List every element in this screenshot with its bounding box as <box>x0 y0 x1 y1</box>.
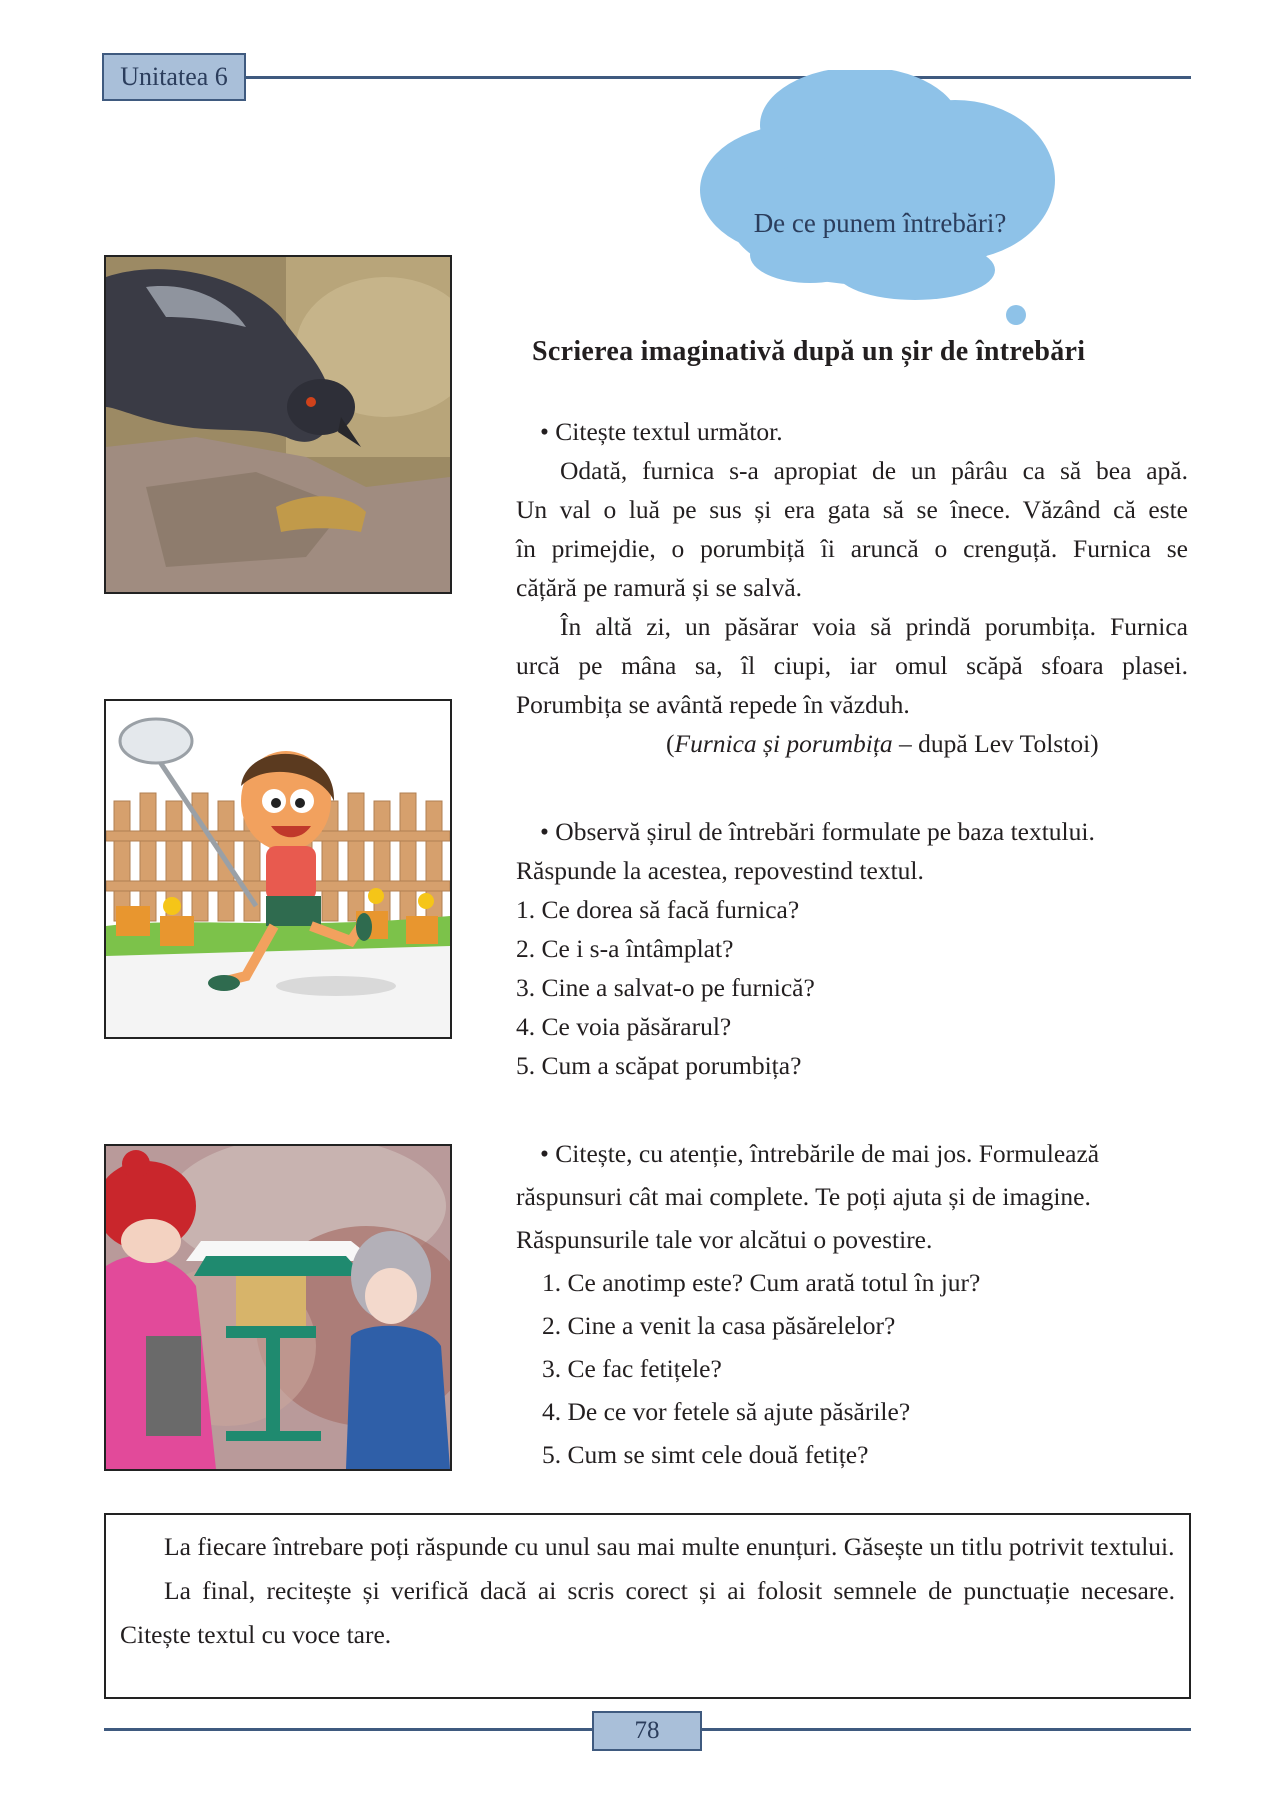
thought-cloud <box>700 70 1062 338</box>
story-line-5: În altă zi, un păsărar voia să prindă porumbița. Furnica <box>560 612 1188 641</box>
question-item: 4. Ce voia păsărarul? <box>516 1012 732 1041</box>
unit-label: Unitatea 6 <box>102 53 246 101</box>
girls-bird-feeder-photo <box>104 1144 452 1471</box>
question-item: 2. Cine a venit la casa păsărelelor? <box>542 1311 896 1340</box>
lesson-title: Scrierea imaginativă după un șir de întrebări <box>532 336 1086 367</box>
question-item: 5. Cum se simt cele două fetițe? <box>542 1440 869 1469</box>
question-item: 1. Ce dorea să facă furnica? <box>516 895 800 924</box>
question-item: 5. Cum a scăpat porumbița? <box>516 1051 802 1080</box>
instructions-box <box>104 1513 1191 1699</box>
story-line-3: în primejdie, o porumbiță îi aruncă o crenguță. Furnica se <box>516 534 1188 563</box>
questions-instruction-1b: Răspunde la acestea, repovestind textul. <box>516 856 924 885</box>
cloud-question: De ce punem întrebări? <box>753 208 1007 238</box>
boy-with-net-illustration <box>104 699 452 1039</box>
questions-section-2 <box>516 1132 1188 1476</box>
box-paragraph-1: La fiecare întrebare poți răspunde cu unul sau mai multe enunțuri. Găsește un titlu potrivit textului. <box>164 1532 1175 1561</box>
question-item: 2. Ce i s-a întâmplat? <box>516 934 734 963</box>
reading-section <box>516 412 1188 763</box>
questions-instruction-2a: • Citește, cu atenție, întrebările de mai jos. Formulează <box>540 1139 1100 1168</box>
page-number: 78 <box>592 1711 702 1751</box>
questions-instruction-2b: răspunsuri cât mai complete. Te poți ajuta și de imagine. <box>516 1182 1091 1211</box>
box-paragraph-2: La final, recitește și verifică dacă ai scris corect și ai folosit semnele de punctuație necesare. Citește textul cu voce tare. <box>120 1576 1175 1649</box>
questions-section-1 <box>516 812 1188 1085</box>
question-item: 1. Ce anotimp este? Cum arată totul în jur? <box>542 1268 981 1297</box>
story-line-4: cățără pe ramură și se salvă. <box>516 573 803 602</box>
question-item: 3. Ce fac fetițele? <box>542 1354 722 1383</box>
question-item: 4. De ce vor fetele să ajute păsările? <box>542 1397 911 1426</box>
story-line-2: Un val o luă pe sus și era gata să se înece. Văzând că este <box>516 495 1188 524</box>
pigeon-photo <box>104 255 452 594</box>
questions-instruction-2c: Răspunsurile tale vor alcătui o povestire. <box>516 1225 933 1254</box>
story-line-1: Odată, furnica s-a apropiat de un pârâu ca să bea apă. <box>560 456 1188 485</box>
story-source: (Furnica și porumbița – după Lev Tolstoi) <box>666 729 1099 758</box>
question-item: 3. Cine a salvat-o pe furnică? <box>516 973 815 1002</box>
questions-instruction-1a: • Observă șirul de întrebări formulate pe baza textului. <box>540 817 1095 846</box>
story-source-title: Furnica și porumbița <box>674 729 893 758</box>
story-line-7: Porumbița se avântă repede în văzduh. <box>516 690 910 719</box>
reading-instruction: • Citește textul următor. <box>540 417 783 446</box>
story-line-6: urcă pe mâna sa, îl ciupi, iar omul scăpă sfoara plasei. <box>516 651 1188 680</box>
